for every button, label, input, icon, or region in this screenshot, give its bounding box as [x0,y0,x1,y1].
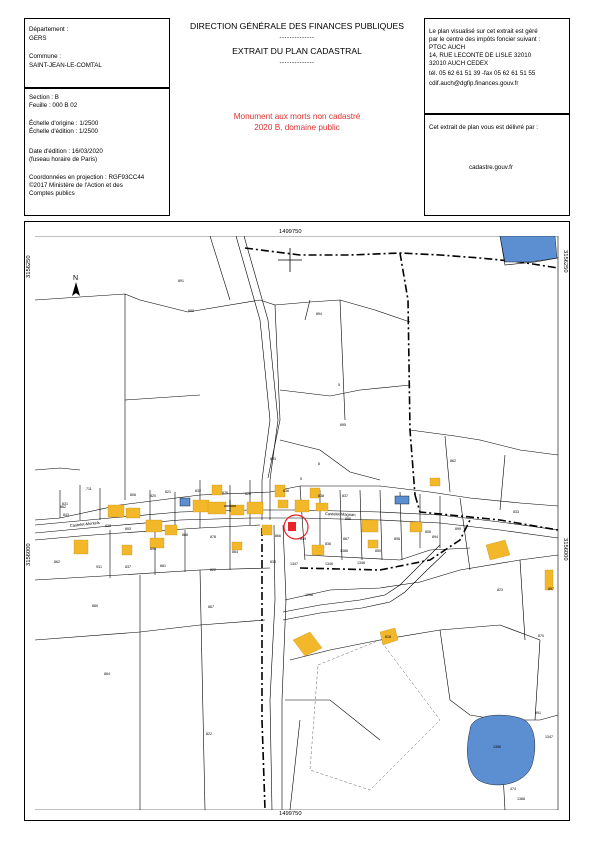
svg-text:870: 870 [538,634,544,638]
svg-text:894: 894 [432,535,438,539]
svg-text:867: 867 [208,605,214,609]
centre-info-line6: tél. 05 62 61 51 39 -fax 05 62 61 51 55 [429,70,536,77]
svg-text:864: 864 [232,550,238,554]
svg-text:843: 843 [63,513,69,517]
svg-text:891: 891 [178,279,184,283]
svg-text:1347: 1347 [290,562,298,566]
svg-text:893: 893 [125,527,131,531]
svg-text:1386: 1386 [340,549,348,553]
copyright-line2: Comptes publics [29,190,75,197]
north-label: N [73,275,79,282]
svg-text:899: 899 [455,527,461,531]
svg-text:862: 862 [60,505,66,509]
svg-text:822: 822 [210,568,216,572]
svg-text:1347: 1347 [545,735,553,739]
svg-text:862: 862 [54,560,60,564]
svg-text:931: 931 [96,565,102,569]
svg-text:862: 862 [450,459,456,463]
svg-text:820: 820 [245,492,251,496]
svg-text:806: 806 [425,530,431,534]
svg-text:8: 8 [318,462,320,466]
svg-text:474: 474 [510,787,516,791]
svg-text:833: 833 [270,560,276,564]
svg-text:806: 806 [130,493,136,497]
street-label-1: Castelet-Montels [69,519,100,528]
svg-text:893: 893 [270,457,276,461]
departement-label: Département : [29,26,69,33]
svg-text:864: 864 [104,672,110,676]
svg-text:1350: 1350 [493,745,501,749]
svg-text:895: 895 [340,423,346,427]
svg-text:890: 890 [188,309,194,313]
svg-text:5: 5 [300,477,302,481]
svg-text:888: 888 [182,533,188,537]
street-label-2: Castelet-Magnan [324,511,356,518]
svg-text:1346: 1346 [325,562,333,566]
coord-top: 1499750 [279,229,302,235]
svg-text:849: 849 [300,537,306,541]
svg-text:1388: 1388 [517,797,525,801]
coord-right-bottom: 3156000 [562,538,568,561]
centre-info-line2: par le centre des impôts foncier suivant : [429,36,541,43]
page-title: DIRECTION GÉNÉRALE DES FINANCES PUBLIQUES [190,21,404,31]
svg-text:820: 820 [150,494,156,498]
svg-text:856: 856 [345,517,351,521]
centre-info-line5: 32010 AUCH CEDEX [429,60,489,67]
coord-left-top: 3156250 [26,255,32,278]
svg-text:866: 866 [275,534,281,538]
svg-text:838: 838 [318,494,324,498]
svg-text:837: 837 [342,494,348,498]
echelle-edition-text: Échelle d'édition : 1/2500 [29,128,98,135]
commune-label: Commune : [29,53,61,60]
svg-text:837: 837 [125,565,131,569]
annotation-line-2: 2020 B, domaine public [254,123,340,132]
svg-text:878: 878 [210,535,216,539]
centre-info-line4: 14, RUE LECONTE DE LISLE 32010 [429,52,532,59]
svg-text:833: 833 [513,510,519,514]
svg-text:831: 831 [62,502,68,506]
svg-text:822: 822 [206,732,212,736]
coord-right-top: 3156250 [562,250,568,273]
departement-value: GERS [29,35,47,42]
centre-info-line3: PTGC AUCH [429,44,466,51]
svg-text:836: 836 [283,489,289,493]
svg-text:891: 891 [535,711,541,715]
svg-text:876: 876 [222,491,228,495]
title-separator-1: -------------- [279,35,315,41]
svg-text:867: 867 [343,537,349,541]
svg-text:836: 836 [325,542,331,546]
coord-bottom: 1499750 [279,811,302,817]
svg-text:711: 711 [86,487,92,491]
coord-left-bottom: 3156000 [26,543,32,566]
copyright-line1: ©2017 Ministère de l'Action et des [29,182,123,189]
echelle-origine-text: Échelle d'origine : 1/2500 [29,120,99,127]
svg-text:1348: 1348 [357,561,365,565]
section-text: Section : B [29,94,59,101]
svg-text:832: 832 [195,489,201,493]
page-subtitle: EXTRAIT DU PLAN CADASTRAL [232,46,362,56]
svg-text:898: 898 [394,537,400,541]
svg-text:823: 823 [497,588,503,592]
centre-info-line1: Le plan visualisé sur cet extrait est géré [429,28,538,35]
annotation-line-1: Monument aux morts non cadastré [233,112,361,121]
svg-text:895: 895 [150,547,156,551]
centre-info-line7[interactable]: cdif.auch@dgfip.finances.gouv.fr [429,80,519,87]
delivery-website[interactable]: cadastre.gouv.fr [469,164,513,171]
commune-value: SAINT-JEAN-LE-COMTAL [29,62,102,69]
date-edition-text: Date d'édition : 16/03/2020 [29,148,103,155]
svg-text:880: 880 [92,604,98,608]
svg-text:897: 897 [548,587,554,591]
coordonnees-text: Coordonnées en projection : RGF93CC44 [29,174,145,181]
north-arrow-icon [72,282,80,296]
svg-text:821: 821 [165,490,171,494]
delivery-line1: Cet extrait de plan vous est délivré par : [429,124,539,131]
fuseau-text: (fuseau horaire de Paris) [29,156,98,163]
title-separator-2: -------------- [279,60,315,66]
svg-text:818: 818 [385,635,391,639]
svg-text:894: 894 [316,312,322,316]
svg-text:850: 850 [375,549,381,553]
cadastral-map [35,236,559,810]
svg-text:881: 881 [160,564,166,568]
feuille-text: Feuille : 000 B 02 [29,102,78,109]
svg-text:5: 5 [338,383,340,387]
svg-text:1008: 1008 [305,593,313,597]
svg-text:838: 838 [105,524,111,528]
